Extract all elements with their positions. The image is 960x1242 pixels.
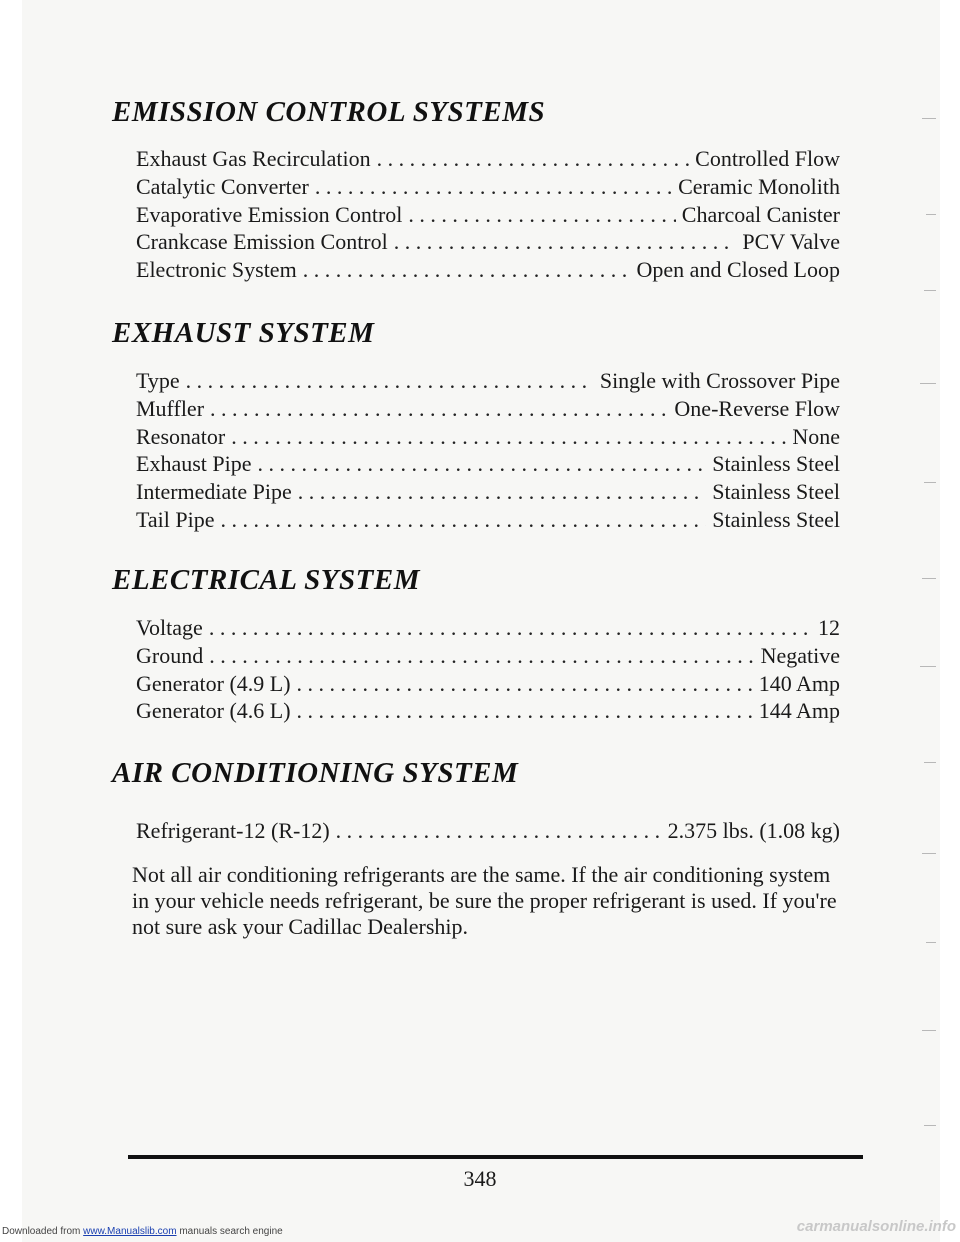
dot-leader [221, 506, 707, 534]
margin-mark [924, 1125, 936, 1126]
spec-row [136, 697, 840, 725]
download-prefix: Downloaded from [2, 1226, 81, 1237]
spec-value: 144 Amp [758, 698, 840, 724]
spec-row [136, 173, 840, 201]
download-suffix: manuals search engine [179, 1226, 283, 1237]
dot-leader [209, 614, 812, 642]
margin-mark [922, 853, 936, 854]
spec-value: Single with Crossover Pipe [599, 368, 840, 393]
spec-list-exhaust [136, 367, 840, 534]
refrigerant-note: Not all air conditioning refrigerants are the same. If the air conditioning system in your vehicle needs refrigerant, be sure the proper refrigerant is used. If you're not sure ask your Cadillac Dealership. [132, 862, 837, 939]
download-text [2, 1226, 283, 1237]
spec-label: Muffler [136, 395, 205, 421]
section-heading-electrical: ELECTRICAL SYSTEM [112, 564, 420, 596]
margin-mark [922, 1030, 936, 1031]
dot-leader [298, 478, 707, 506]
footer-rule [128, 1155, 863, 1159]
dot-leader [297, 697, 753, 725]
spec-value: Stainless Steel [712, 479, 840, 505]
spec-value: Open and Closed Loop [636, 257, 840, 283]
spec-label: Generator (4.9 L) [136, 670, 291, 696]
dot-leader [210, 395, 668, 423]
spec-label: Electronic System [136, 257, 297, 283]
spec-row [136, 817, 840, 845]
dot-leader [231, 423, 786, 451]
spec-label: Exhaust Pipe [136, 451, 252, 477]
spec-value: Negative [760, 642, 840, 668]
margin-mark [926, 214, 936, 215]
section-heading-exhaust: EXHAUST SYSTEM [112, 317, 375, 349]
spec-value: 12 [818, 615, 840, 640]
spec-value: Ceramic Monolith [678, 173, 840, 199]
spec-value: None [792, 423, 840, 449]
margin-mark [922, 118, 936, 119]
spec-label: Refrigerant-12 (R-12) [136, 818, 330, 843]
spec-row [136, 450, 840, 478]
spec-label: Exhaust Gas Recirculation [136, 146, 371, 171]
site-watermark: carmanualsonline.info [796, 1218, 956, 1235]
margin-mark [920, 666, 936, 667]
spec-value: One-Reverse Flow [674, 395, 840, 421]
spec-row [136, 614, 840, 642]
spec-row [136, 256, 840, 284]
spec-value: 2.375 lbs. (1.08 kg) [667, 818, 840, 843]
margin-mark [924, 290, 936, 291]
spec-label: Ground [136, 642, 204, 668]
spec-value: PCV Valve [742, 229, 840, 255]
margin-mark [924, 482, 936, 483]
spec-row [136, 201, 840, 229]
spec-row [136, 367, 840, 395]
margin-mark [922, 578, 936, 579]
spec-value: Charcoal Canister [681, 201, 840, 227]
margin-mark [924, 762, 936, 763]
spec-row [136, 670, 840, 698]
dot-leader [336, 817, 662, 845]
dot-leader [186, 367, 594, 395]
spec-row [136, 642, 840, 670]
spec-value: Stainless Steel [712, 451, 840, 477]
spec-label: Crankcase Emission Control [136, 229, 388, 255]
spec-label: Evaporative Emission Control [136, 201, 403, 227]
dot-leader [297, 670, 753, 698]
spec-value: Controlled Flow [695, 146, 840, 171]
margin-mark [926, 942, 936, 943]
spec-row [136, 145, 840, 173]
spec-row [136, 228, 840, 256]
spec-label: Generator (4.6 L) [136, 698, 291, 724]
dot-leader [394, 228, 737, 256]
section-heading-air-conditioning: AIR CONDITIONING SYSTEM [112, 757, 519, 789]
spec-row [136, 506, 840, 534]
spec-value: 140 Amp [758, 670, 840, 696]
spec-label: Tail Pipe [136, 506, 215, 532]
dot-leader [408, 201, 675, 229]
dot-leader [315, 173, 672, 201]
spec-label: Catalytic Converter [136, 173, 309, 199]
dot-leader [209, 642, 754, 670]
page-number: 348 [463, 1166, 497, 1191]
margin-mark [920, 383, 936, 384]
spec-list-electrical [136, 614, 840, 725]
section-heading-emission: EMISSION CONTROL SYSTEMS [112, 96, 546, 128]
spec-label: Resonator [136, 423, 226, 449]
spec-row [136, 423, 840, 451]
spec-row [136, 395, 840, 423]
spec-row [136, 478, 840, 506]
spec-list-emission [136, 145, 840, 284]
dot-leader [303, 256, 631, 284]
spec-label: Type [136, 368, 180, 393]
spec-list-air-conditioning [136, 817, 840, 845]
dot-leader [258, 450, 707, 478]
spec-value: Stainless Steel [712, 506, 840, 532]
spec-label: Intermediate Pipe [136, 479, 292, 505]
dot-leader [377, 145, 690, 173]
spec-label: Voltage [136, 615, 203, 640]
manualslib-link[interactable]: www.Manualslib.com [83, 1226, 177, 1237]
